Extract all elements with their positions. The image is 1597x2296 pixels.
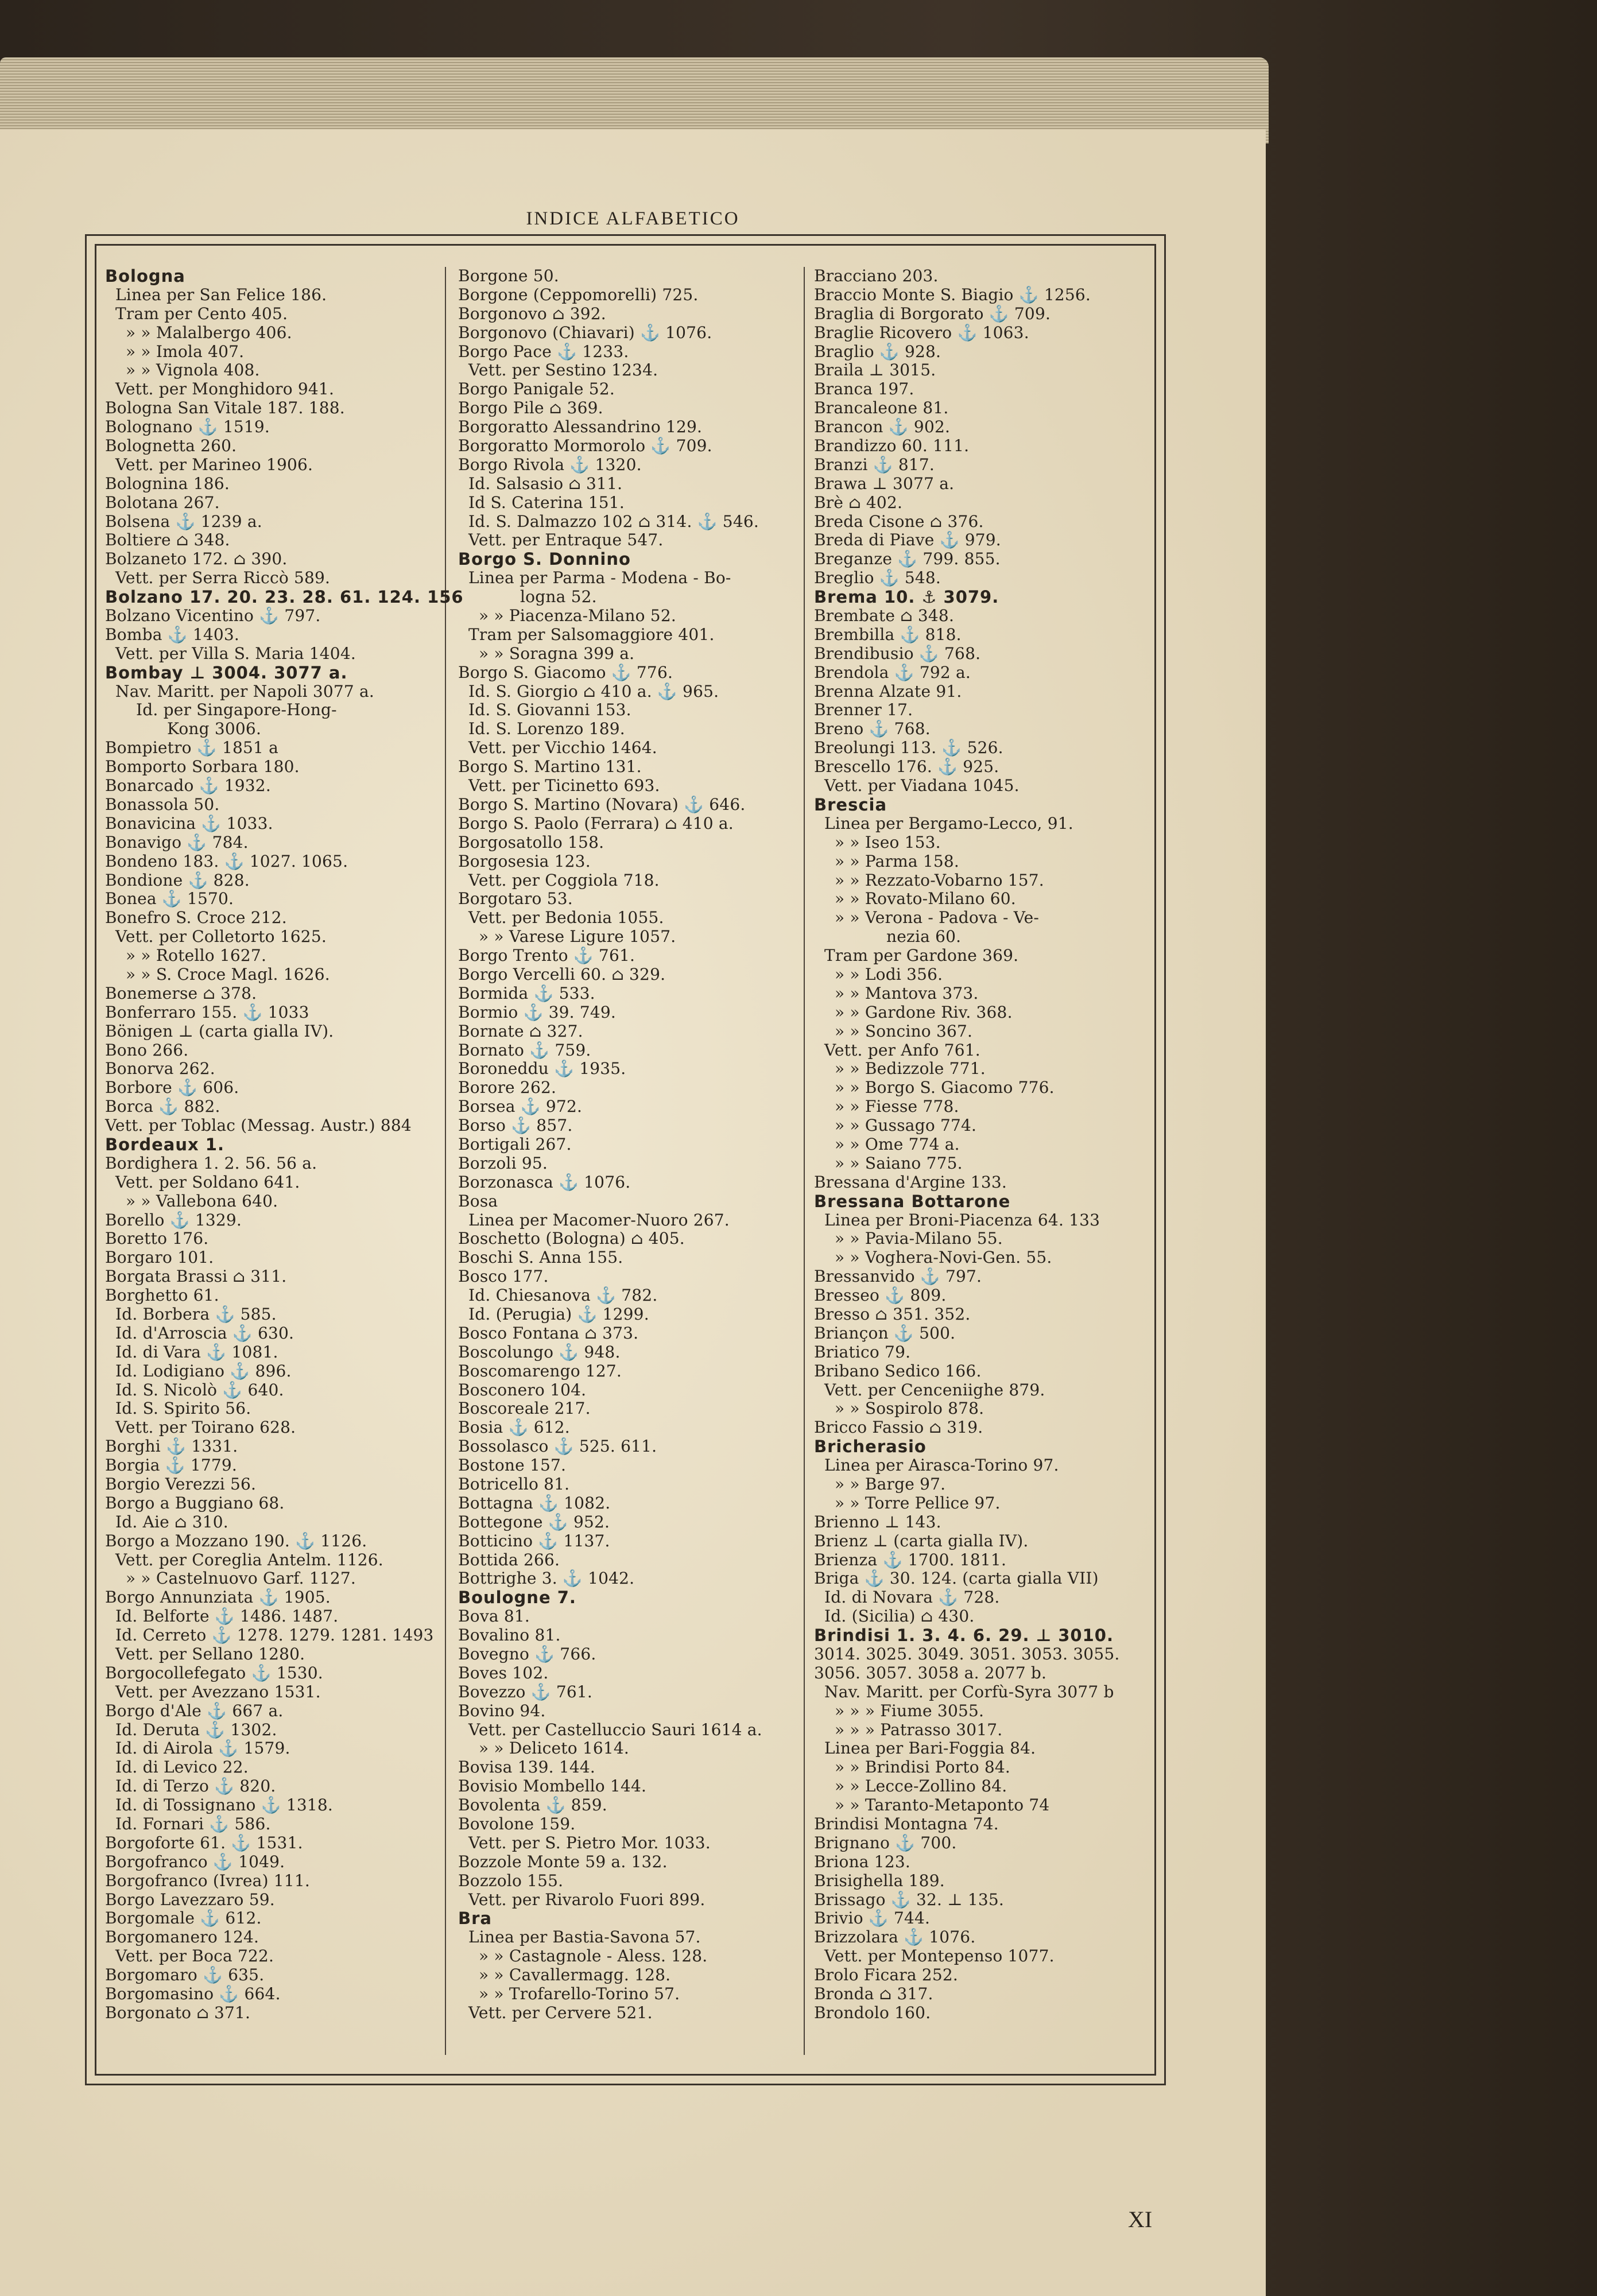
index-entry: Vett. per Viadana 1045.	[824, 776, 1020, 796]
index-entry: Brizzolara ⚓ 1076.	[814, 1927, 976, 1947]
page	[0, 129, 1266, 2296]
index-entry: Bonorva 262.	[105, 1059, 215, 1079]
index-entry: Bormio ⚓ 39. 749.	[458, 1002, 617, 1022]
index-entry: Vett. per S. Pietro Mor. 1033.	[468, 1833, 711, 1852]
index-entry: Bondione ⚓ 828.	[105, 870, 250, 890]
index-entry: Linea per San Felice 186.	[115, 285, 327, 304]
index-entry: Borgomasino ⚓ 664.	[105, 1984, 281, 2004]
index-entry: Borgonovo (Chiavari) ⚓ 1076.	[458, 323, 712, 342]
index-entry: Brienz ⊥ (carta gialla IV).	[814, 1531, 1029, 1550]
index-entry: » » Sospirolo 878.	[835, 1399, 984, 1418]
index-entry: Borgo Vercelli 60. ⌂ 329.	[458, 964, 666, 984]
index-entry: Vett. per Bedonia 1055.	[468, 908, 664, 928]
index-entry: Brembate ⌂ 348.	[814, 606, 955, 626]
index-entry: Boscoreale 217.	[458, 1399, 591, 1418]
index-entry: Bottagna ⚓ 1082.	[458, 1493, 611, 1512]
index-entry: Vett. per Vicchio 1464.	[468, 738, 657, 758]
index-entry: Borgia ⚓ 1779.	[105, 1456, 238, 1475]
index-entry: Breda di Piave ⚓ 979.	[814, 530, 1001, 550]
index-entry: Vett. per Entraque 547.	[468, 530, 664, 550]
index-entry: Bovolenta ⚓ 859.	[458, 1795, 607, 1815]
index-entry: Bologna San Vitale 187. 188.	[105, 398, 345, 418]
index-entry: Id. d'Arroscia ⚓ 630.	[115, 1323, 294, 1343]
index-entry: » » Rezzato-Vobarno 157.	[835, 870, 1044, 890]
index-heading: Borgo S. Donnino	[458, 549, 631, 569]
index-entry: » » Bedizzole 771.	[835, 1059, 986, 1079]
index-entry: Brissago ⚓ 32. ⊥ 135.	[814, 1890, 1004, 1909]
index-entry: Bovino 94.	[458, 1701, 546, 1720]
index-heading: Bordeaux 1.	[105, 1134, 224, 1154]
index-entry: » » Trofarello-Torino 57.	[479, 1984, 680, 2004]
index-entry: Linea per Airasca-Torino 97.	[824, 1456, 1059, 1475]
index-entry: Borgo Panigale 52.	[458, 379, 615, 399]
index-entry: Nav. Maritt. per Corfù-Syra 3077 b	[824, 1682, 1114, 1701]
index-entry: Borgo S. Paolo (Ferrara) ⌂ 410 a.	[458, 813, 734, 833]
index-entry: » » Saiano 775.	[835, 1153, 963, 1173]
index-entry: Briançon ⚓ 500.	[814, 1323, 956, 1343]
index-entry: Borghi ⚓ 1331.	[105, 1437, 238, 1456]
index-entry: Vett. per Serra Riccò 589.	[115, 568, 331, 588]
index-entry: Borsea ⚓ 972.	[458, 1097, 583, 1116]
index-entry: Bossolasco ⚓ 525. 611.	[458, 1437, 657, 1456]
index-entry: Vett. per Avezzano 1531.	[115, 1682, 321, 1701]
index-entry: » » Soragna 399 a.	[479, 643, 635, 663]
index-entry: Bracciano 203.	[814, 266, 939, 285]
index-entry: Borgofranco (Ivrea) 111.	[105, 1871, 310, 1890]
index-entry: » » » Fiume 3055.	[835, 1701, 984, 1720]
index-entry: Brenna Alzate 91.	[814, 681, 962, 701]
index-entry: Vett. per Monghidoro 941.	[115, 379, 335, 399]
index-entry: Braila ⊥ 3015.	[814, 360, 936, 380]
index-entry: Vett. per Anfo 761.	[824, 1040, 980, 1060]
index-entry: Braglio ⚓ 928.	[814, 342, 941, 361]
index-entry: Borgoratto Alessandrino 129.	[458, 417, 703, 437]
index-entry: Id. Fornari ⚓ 586.	[115, 1814, 271, 1834]
index-entry: Vett. per Marineo 1906.	[115, 455, 313, 474]
index-entry: Borgomaro ⚓ 635.	[105, 1965, 265, 1985]
index-entry: Brancon ⚓ 902.	[814, 417, 951, 437]
index-entry: Borgone 50.	[458, 266, 559, 285]
index-entry: Brembilla ⚓ 818.	[814, 625, 962, 644]
index-entry: Bottegone ⚓ 952.	[458, 1512, 610, 1531]
index-entry: Bordighera 1. 2. 56. 56 a.	[105, 1153, 317, 1173]
index-entry: Bormida ⚓ 533.	[458, 983, 595, 1003]
index-entry: Id. Chiesanova ⚓ 782.	[468, 1286, 658, 1305]
index-entry: Bono 266.	[105, 1040, 189, 1060]
index-entry: Bovisa 139. 144.	[458, 1758, 595, 1777]
index-entry: Bonavicina ⚓ 1033.	[105, 813, 273, 833]
index-entry: Bovalino 81.	[458, 1626, 561, 1645]
index-entry: » » Vignola 408.	[126, 360, 260, 380]
index-entry: Linea per Macomer-Nuoro 267.	[468, 1210, 730, 1230]
index-entry: Borbore ⚓ 606.	[105, 1078, 239, 1097]
index-entry: Vett. per Cervere 521.	[468, 2003, 653, 2022]
index-entry: » » Piacenza-Milano 52.	[479, 606, 676, 626]
index-entry: Breganze ⚓ 799. 855.	[814, 549, 1001, 569]
index-entry: Vett. per Soldano 641.	[115, 1172, 300, 1192]
index-entry: Breolungi 113. ⚓ 526.	[814, 738, 1003, 758]
index-entry: Id S. Caterina 151.	[468, 492, 625, 512]
index-entry: Braglie Ricovero ⚓ 1063.	[814, 323, 1029, 342]
index-column-2	[458, 267, 803, 2023]
index-entry: Vett. per Toirano 628.	[115, 1418, 296, 1437]
index-entry: Bonefro S. Croce 212.	[105, 908, 287, 928]
index-entry: Briatico 79.	[814, 1342, 911, 1362]
index-entry: Borgomale ⚓ 612.	[105, 1909, 262, 1928]
index-entry: Bolognina 186.	[105, 474, 230, 493]
index-entry: Brendibusio ⚓ 768.	[814, 643, 981, 663]
index-entry: Bomba ⚓ 1403.	[105, 625, 240, 644]
index-entry: Borgo Pile ⌂ 369.	[458, 398, 603, 418]
index-entry: Borgio Verezzi 56.	[105, 1475, 257, 1494]
index-entry: Id. S. Giovanni 153.	[468, 700, 631, 720]
index-heading: Bolzano 17. 20. 23. 28. 61. 124. 156	[105, 587, 464, 607]
index-entry: » » Cavallermagg. 128.	[479, 1965, 671, 1985]
index-entry: Id. Belforte ⚓ 1486. 1487.	[115, 1607, 339, 1626]
index-entry: Borore 262.	[458, 1078, 557, 1097]
index-entry: Borgo Rivola ⚓ 1320.	[458, 455, 642, 474]
index-entry: Bressana d'Argine 133.	[814, 1172, 1007, 1192]
index-entry: Borgo a Mozzano 190. ⚓ 1126.	[105, 1531, 367, 1550]
index-entry: Bonarcado ⚓ 1932.	[105, 776, 271, 796]
index-entry: » » Borgo S. Giacomo 776.	[835, 1078, 1055, 1097]
index-entry: Borgo Lavezzaro 59.	[105, 1890, 275, 1909]
index-entry: Borca ⚓ 882.	[105, 1097, 220, 1116]
index-entry: Boroneddu ⚓ 1935.	[458, 1059, 626, 1079]
index-entry: Borgoforte 61. ⚓ 1531.	[105, 1833, 303, 1852]
index-entry: Vett. per Sestino 1234.	[468, 360, 658, 380]
index-entry: Bovolone 159.	[458, 1814, 576, 1834]
index-entry: Borgo d'Ale ⚓ 667 a.	[105, 1701, 284, 1720]
index-entry: Vett. per Castelluccio Sauri 1614 a.	[468, 1720, 762, 1739]
index-entry: Bonea ⚓ 1570.	[105, 889, 234, 909]
index-entry: Boschi S. Anna 155.	[458, 1248, 623, 1267]
index-entry: 3056. 3057. 3058 a. 2077 b.	[814, 1663, 1047, 1682]
index-entry: Id. Borbera ⚓ 585.	[115, 1304, 277, 1324]
index-entry: » » Deliceto 1614.	[479, 1739, 630, 1758]
index-entry: Bonassola 50.	[105, 794, 220, 814]
index-entry: Id. S. Lorenzo 189.	[468, 719, 625, 739]
index-entry: » » Barge 97.	[835, 1475, 946, 1494]
index-entry: Bolsena ⚓ 1239 a.	[105, 511, 262, 531]
index-entry: Linea per Broni-Piacenza 64. 133	[824, 1210, 1100, 1230]
index-entry: Bönigen ⊥ (carta gialla IV).	[105, 1021, 334, 1041]
index-entry: Linea per Bergamo-Lecco, 91.	[824, 813, 1073, 833]
index-entry: Borgo a Buggiano 68.	[105, 1493, 285, 1512]
index-entry: Bostone 157.	[458, 1456, 567, 1475]
index-entry: » » Soncino 367.	[835, 1021, 973, 1041]
page-number: XI	[1128, 2206, 1153, 2232]
index-entry: Bompietro ⚓ 1851 a	[105, 738, 279, 758]
index-entry: » » Torre Pellice 97.	[835, 1493, 1001, 1512]
index-entry: » » Rovato-Milano 60.	[835, 889, 1016, 909]
index-entry: Id. di Tossignano ⚓ 1318.	[115, 1795, 333, 1815]
index-entry: » » Iseo 153.	[835, 832, 941, 852]
index-entry: Bosia ⚓ 612.	[458, 1418, 570, 1437]
index-entry: Bresso ⌂ 351. 352.	[814, 1304, 971, 1324]
index-entry: Bozzolo 155.	[458, 1871, 564, 1890]
index-entry: Borgata Brassi ⌂ 311.	[105, 1267, 287, 1286]
index-entry: Borgosesia 123.	[458, 851, 591, 871]
index-entry: Briona 123.	[814, 1852, 910, 1871]
index-entry: Bresseo ⚓ 809.	[814, 1286, 947, 1305]
index-entry: Nav. Maritt. per Napoli 3077 a.	[115, 681, 375, 701]
index-entry: Id. di Airola ⚓ 1579.	[115, 1739, 290, 1758]
index-entry: Id. Deruta ⚓ 1302.	[115, 1720, 277, 1739]
index-entry: Id. Salsasio ⌂ 311.	[468, 474, 623, 493]
index-entry: » » Lecce-Zollino 84.	[835, 1777, 1007, 1796]
index-entry: Brivio ⚓ 744.	[814, 1909, 931, 1928]
index-entry: Bozzole Monte 59 a. 132.	[458, 1852, 668, 1871]
index-entry: Boschetto (Bologna) ⌂ 405.	[458, 1229, 685, 1248]
index-entry: » » Malalbergo 406.	[126, 323, 292, 342]
index-entry: Bosconero 104.	[458, 1380, 587, 1399]
index-entry: » » Fiesse 778.	[835, 1097, 959, 1116]
index-entry: nezia 60.	[886, 927, 962, 947]
index-entry: Borzonasca ⚓ 1076.	[458, 1172, 631, 1192]
index-heading: Brescia	[814, 794, 887, 815]
index-heading: Bra	[458, 1909, 492, 1929]
index-entry: Bovegno ⚓ 766.	[458, 1645, 596, 1664]
index-entry: Bosco Fontana ⌂ 373.	[458, 1323, 639, 1343]
index-entry: Bribano Sedico 166.	[814, 1361, 982, 1380]
index-entry: » » Lodi 356.	[835, 964, 943, 984]
index-entry: Vett. per Ticinetto 693.	[468, 776, 660, 796]
column-divider	[804, 267, 805, 2055]
index-entry: Tram per Gardone 369.	[824, 946, 1019, 965]
index-entry: Borgonato ⌂ 371.	[105, 2003, 251, 2022]
index-entry: Bova 81.	[458, 1607, 530, 1626]
index-entry: Borso ⚓ 857.	[458, 1116, 573, 1135]
index-entry: Id. S. Spirito 56.	[115, 1399, 251, 1418]
index-entry: Bolotana 267.	[105, 492, 220, 512]
index-entry: Borgo S. Martino 131.	[458, 757, 642, 777]
index-entry: » » Mantova 373.	[835, 983, 979, 1003]
index-entry: Boves 102.	[458, 1663, 549, 1682]
index-entry: Bornate ⌂ 327.	[458, 1021, 583, 1041]
index-heading: Bologna	[105, 266, 185, 286]
index-entry: Id. S. Dalmazzo 102 ⌂ 314. ⚓ 546.	[468, 511, 759, 531]
index-entry: Bortigali 267.	[458, 1134, 572, 1154]
index-heading: Bressana Bottarone	[814, 1191, 1011, 1211]
index-entry: Id. di Terzo ⚓ 820.	[115, 1777, 276, 1796]
index-entry: Bosa	[458, 1191, 498, 1211]
index-entry: » » Castelnuovo Garf. 1127.	[126, 1569, 356, 1588]
index-entry: » » Verona - Padova - Ve-	[835, 908, 1040, 928]
index-entry: » » Imola 407.	[126, 342, 245, 361]
index-entry: Bottida 266.	[458, 1550, 560, 1569]
index-entry: Brondolo 160.	[814, 2003, 931, 2022]
index-entry: Vett. per Coreglia Antelm. 1126.	[115, 1550, 383, 1569]
index-entry: Tram per Cento 405.	[115, 304, 288, 323]
index-entry: Borgone (Ceppomorelli) 725.	[458, 285, 699, 304]
index-entry: Brindisi Montagna 74.	[814, 1814, 999, 1834]
index-entry: Bolzaneto 172. ⌂ 390.	[105, 549, 288, 569]
index-entry: Id. di Levico 22.	[115, 1758, 249, 1777]
index-entry: Boltiere ⌂ 348.	[105, 530, 230, 550]
index-entry: Botricello 81.	[458, 1475, 570, 1494]
index-entry: Brisighella 189.	[814, 1871, 945, 1890]
index-entry: Bonferraro 155. ⚓ 1033	[105, 1002, 309, 1022]
index-entry: Vett. per Toblac (Messag. Austr.) 884	[105, 1116, 412, 1135]
index-entry: Branca 197.	[814, 379, 914, 399]
index-heading: Brindisi 1. 3. 4. 6. 29. ⊥ 3010.	[814, 1626, 1114, 1646]
index-entry: Vett. per Cenceniighe 879.	[824, 1380, 1045, 1399]
index-entry: Id. Aie ⌂ 310.	[115, 1512, 228, 1531]
index-entry: Brolo Ficara 252.	[814, 1965, 959, 1985]
index-entry: Bronda ⌂ 317.	[814, 1984, 933, 2004]
index-entry: Breda Cisone ⌂ 376.	[814, 511, 984, 531]
page-header: INDICE ALFABETICO	[526, 208, 740, 229]
index-entry: Brè ⌂ 402.	[814, 492, 903, 512]
index-entry: Id. (Sicilia) ⌂ 430.	[824, 1607, 975, 1626]
index-entry: » » Ome 774 a.	[835, 1134, 960, 1154]
index-entry: » » Rotello 1627.	[126, 946, 267, 965]
index-entry: Braglia di Borgorato ⚓ 709.	[814, 304, 1051, 323]
index-entry: Bressanvido ⚓ 797.	[814, 1267, 982, 1286]
index-entry: Bosco 177.	[458, 1267, 549, 1286]
index-entry: Borgocollefegato ⚓ 1530.	[105, 1663, 323, 1682]
index-entry: Brawa ⊥ 3077 a.	[814, 474, 955, 493]
index-heading: Boulogne 7.	[458, 1588, 576, 1608]
index-entry: Breno ⚓ 768.	[814, 719, 931, 739]
index-entry: » » Vallebona 640.	[126, 1191, 278, 1211]
index-entry: Vett. per Colletorto 1625.	[115, 927, 327, 947]
index-entry: Botticino ⚓ 1137.	[458, 1531, 610, 1550]
index-entry: » » Gardone Riv. 368.	[835, 1002, 1013, 1022]
index-column-1	[105, 266, 464, 2023]
index-entry: 3014. 3025. 3049. 3051. 3053. 3055.	[814, 1645, 1120, 1664]
index-entry: Linea per Parma - Modena - Bo-	[468, 568, 731, 588]
index-entry: Bolognetta 260.	[105, 436, 237, 456]
index-entry: Linea per Bari-Foggia 84.	[824, 1739, 1036, 1758]
index-entry: » » Varese Ligure 1057.	[479, 927, 676, 947]
index-entry: Borgomanero 124.	[105, 1927, 259, 1947]
index-entry: » » Castagnole - Aless. 128.	[479, 1946, 708, 1966]
index-entry: Borgotaro 53.	[458, 889, 573, 909]
index-heading: Bombay ⊥ 3004. 3077 a.	[105, 662, 348, 682]
index-entry: Bondeno 183. ⚓ 1027. 1065.	[105, 851, 348, 871]
index-entry: Vett. per Sellano 1280.	[115, 1645, 305, 1664]
index-entry: Borgo S. Martino (Novara) ⚓ 646.	[458, 794, 746, 814]
index-entry: » » Gussago 774.	[835, 1116, 977, 1135]
index-entry: » » Voghera-Novi-Gen. 55.	[835, 1248, 1052, 1267]
index-entry: Id. di Vara ⚓ 1081.	[115, 1342, 278, 1362]
index-entry: Bolognano ⚓ 1519.	[105, 417, 270, 437]
index-entry: Borgaro 101.	[105, 1248, 214, 1267]
index-entry: Boscolungo ⚓ 948.	[458, 1342, 621, 1362]
index-entry: Bovezzo ⚓ 761.	[458, 1682, 592, 1701]
index-entry: Braccio Monte S. Biagio ⚓ 1256.	[814, 285, 1091, 304]
index-entry: Bottrighe 3. ⚓ 1042.	[458, 1569, 635, 1588]
index-entry: Brandizzo 60. 111.	[814, 436, 970, 456]
index-entry: Bovisio Mombello 144.	[458, 1777, 647, 1796]
index-entry: » » Pavia-Milano 55.	[835, 1229, 1003, 1248]
index-entry: Kong 3006.	[167, 719, 262, 739]
index-entry: Borgosatollo 158.	[458, 832, 604, 852]
index-entry: Borgonovo ⌂ 392.	[458, 304, 606, 323]
index-entry: Brancaleone 81.	[814, 398, 949, 418]
index-heading: Bricherasio	[814, 1437, 927, 1457]
index-entry: » » Parma 158.	[835, 851, 960, 871]
index-entry: » » Taranto-Metaponto 74	[835, 1795, 1050, 1815]
index-entry: Vett. per Coggiola 718.	[468, 870, 660, 890]
index-entry: Boscomarengo 127.	[458, 1361, 622, 1380]
index-entry: Vett. per Montepenso 1077.	[824, 1946, 1055, 1966]
index-entry: Brescello 176. ⚓ 925.	[814, 757, 999, 777]
index-entry: Bonavigo ⚓ 784.	[105, 832, 249, 852]
index-entry: Brenner 17.	[814, 700, 913, 720]
index-entry: Id. (Perugia) ⚓ 1299.	[468, 1304, 649, 1324]
index-entry: Bornato ⚓ 759.	[458, 1040, 591, 1060]
index-entry: Breglio ⚓ 548.	[814, 568, 941, 588]
index-entry: Bonemerse ⌂ 378.	[105, 983, 257, 1003]
index-entry: Linea per Bastia-Savona 57.	[468, 1927, 701, 1947]
index-entry: Borgo Annunziata ⚓ 1905.	[105, 1588, 331, 1607]
index-entry: Brendola ⚓ 792 a.	[814, 662, 971, 682]
index-entry: Borello ⚓ 1329.	[105, 1210, 242, 1230]
index-entry: Id. Lodigiano ⚓ 896.	[115, 1361, 292, 1380]
index-entry: Borgo Trento ⚓ 761.	[458, 946, 635, 965]
index-entry: Vett. per Villa S. Maria 1404.	[115, 643, 356, 663]
index-entry: Tram per Salsomaggiore 401.	[468, 625, 715, 644]
index-entry: Borgo S. Giacomo ⚓ 776.	[458, 662, 673, 682]
index-entry: » » S. Croce Magl. 1626.	[126, 964, 330, 984]
index-entry: Id. S. Nicolò ⚓ 640.	[115, 1380, 284, 1399]
index-entry: Briga ⚓ 30. 124. (carta gialla VII)	[814, 1569, 1099, 1588]
index-heading: Brema 10. ⚓ 3079.	[814, 587, 999, 607]
index-entry: Id. Cerreto ⚓ 1278. 1279. 1281. 1493	[115, 1626, 434, 1645]
index-entry: Borzoli 95.	[458, 1153, 548, 1173]
index-entry: Branzi ⚓ 817.	[814, 455, 935, 474]
index-entry: Borgo Pace ⚓ 1233.	[458, 342, 629, 361]
index-entry: Bolzano Vicentino ⚓ 797.	[105, 606, 321, 626]
index-entry: Boretto 176.	[105, 1229, 209, 1248]
index-entry: Brienza ⚓ 1700. 1811.	[814, 1550, 1007, 1569]
index-entry: Borghetto 61.	[105, 1286, 219, 1305]
index-entry: Borgoratto Mormorolo ⚓ 709.	[458, 436, 712, 456]
index-entry: Id. S. Giorgio ⌂ 410 a. ⚓ 965.	[468, 681, 719, 701]
index-entry: Brignano ⚓ 700.	[814, 1833, 957, 1852]
index-entry: Borgofranco ⚓ 1049.	[105, 1852, 285, 1871]
index-entry: Bomporto Sorbara 180.	[105, 757, 300, 777]
index-column-3	[814, 267, 1158, 2023]
index-entry: Bricco Fassio ⌂ 319.	[814, 1418, 983, 1437]
index-entry: logna 52.	[520, 587, 597, 607]
index-entry: » » Brindisi Porto 84.	[835, 1758, 1011, 1777]
index-entry: Id. di Novara ⚓ 728.	[824, 1588, 1000, 1607]
index-entry: Vett. per Rivarolo Fuori 899.	[468, 1890, 706, 1909]
index-entry: » » » Patrasso 3017.	[835, 1720, 1003, 1739]
index-entry: Brienno ⊥ 143.	[814, 1512, 941, 1531]
index-entry: Vett. per Boca 722.	[115, 1946, 274, 1966]
index-entry: Id. per Singapore-Hong-	[136, 700, 337, 720]
